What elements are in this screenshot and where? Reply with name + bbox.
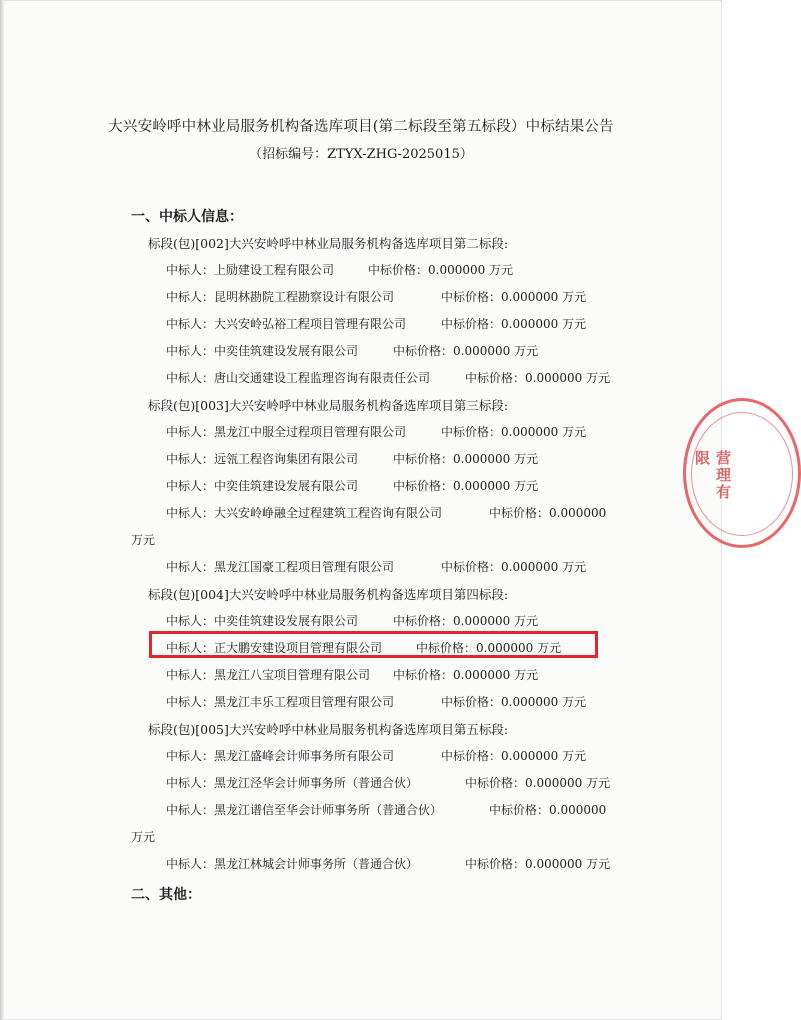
winner-price: 中标价格：0.000000 万元 xyxy=(465,371,611,385)
winner-price: 中标价格：0.000000 万元 xyxy=(441,560,587,574)
winner-price: 中标价格：0.000000 万元 xyxy=(416,641,562,655)
winner-name: 唐山交通建设工程监理咨询有限责任公司 xyxy=(214,371,431,385)
winner-label: 中标人： xyxy=(166,344,215,358)
winner-name: 昆明林勘院工程勘察设计有限公司 xyxy=(214,290,395,304)
winner-name: 大兴安岭峥融全过程建筑工程咨询有限公司 xyxy=(214,506,443,520)
winner-price: 中标价格：0.000000 万元 xyxy=(441,425,587,439)
winner-price: 中标价格：0.000000 万元 xyxy=(393,344,539,358)
winner-price: 中标价格：0.000000 万元 xyxy=(441,695,587,709)
price-unit-wrap: 万元 xyxy=(131,830,156,844)
winner-name: 黑龙江谱信至华会计师事务所（普通合伙） xyxy=(214,803,443,817)
winner-name: 远瓴工程咨询集团有限公司 xyxy=(214,452,359,466)
highlight-box xyxy=(149,631,598,658)
winner-label: 中标人： xyxy=(166,317,215,331)
price-unit-wrap: 万元 xyxy=(131,533,156,547)
segment-005-heading: 标段(包)[005]大兴安岭呼中林业局服务机构备选库项目第五标段: xyxy=(148,722,509,737)
winner-label: 中标人： xyxy=(166,560,215,574)
winner-name: 中奕佳筑建设发展有限公司 xyxy=(214,344,359,358)
winner-label: 中标人： xyxy=(166,614,215,628)
winner-price: 中标价格：0.000000 xyxy=(489,506,607,520)
winner-price: 中标价格：0.000000 万元 xyxy=(441,749,587,763)
winner-name: 黑龙江八宝项目管理有限公司 xyxy=(214,668,371,682)
winner-name: 黑龙江盛峰会计师事务所有限公司 xyxy=(214,749,395,763)
winner-name: 黑龙江丰乐工程项目管理有限公司 xyxy=(214,695,395,709)
winner-name: 正大鹏安建设项目管理有限公司 xyxy=(214,641,383,655)
winner-name: 黑龙江林城会计师事务所（普通合伙） xyxy=(214,857,419,871)
winner-price: 中标价格：0.000000 万元 xyxy=(465,857,611,871)
winner-name: 大兴安岭弘裕工程项目管理有限公司 xyxy=(214,317,407,331)
winner-price: 中标价格：0.000000 xyxy=(489,803,607,817)
winner-label: 中标人： xyxy=(166,749,215,763)
winner-price: 中标价格：0.000000 万元 xyxy=(441,317,587,331)
winner-label: 中标人： xyxy=(166,803,215,817)
winner-name: 黑龙江国豪工程项目管理有限公司 xyxy=(214,560,395,574)
segment-004-heading: 标段(包)[004]大兴安岭呼中林业局服务机构备选库项目第四标段: xyxy=(148,587,509,602)
winner-price: 中标价格：0.000000 万元 xyxy=(393,668,539,682)
winner-name: 黑龙江泾华会计师事务所（普通合伙） xyxy=(214,776,419,790)
tender-number: （招标编号：ZTYX-ZHG-2025015） xyxy=(249,147,473,162)
winner-price: 中标价格：0.000000 万元 xyxy=(393,452,539,466)
winner-name: 上励建设工程有限公司 xyxy=(214,263,335,277)
winner-label: 中标人： xyxy=(166,263,215,277)
winner-label: 中标人： xyxy=(166,290,215,304)
winner-label: 中标人： xyxy=(166,668,215,682)
winner-label: 中标人： xyxy=(166,776,215,790)
winner-name: 中奕佳筑建设发展有限公司 xyxy=(214,614,359,628)
winner-label: 中标人： xyxy=(166,695,215,709)
winner-price: 中标价格：0.000000 万元 xyxy=(368,263,514,277)
winner-price: 中标价格：0.000000 万元 xyxy=(465,776,611,790)
document-title: 大兴安岭呼中林业局服务机构备选库项目(第二标段至第五标段）中标结果公告 xyxy=(108,119,614,135)
winner-price: 中标价格：0.000000 万元 xyxy=(441,290,587,304)
winner-label: 中标人： xyxy=(166,857,215,871)
winner-label: 中标人： xyxy=(166,452,215,466)
winner-label: 中标人： xyxy=(166,371,215,385)
winner-price: 中标价格：0.000000 万元 xyxy=(393,479,539,493)
winner-name: 黑龙江中服全过程项目管理有限公司 xyxy=(214,425,407,439)
official-seal-text: 营理有限 xyxy=(693,450,732,501)
winner-name: 中奕佳筑建设发展有限公司 xyxy=(214,479,359,493)
section-other-heading: 二、其他： xyxy=(131,887,201,903)
segment-003-heading: 标段(包)[003]大兴安岭呼中林业局服务机构备选库项目第三标段: xyxy=(148,398,509,413)
winner-label: 中标人： xyxy=(166,479,215,493)
winner-label: 中标人： xyxy=(166,506,215,520)
segment-002-heading: 标段(包)[002]大兴安岭呼中林业局服务机构备选库项目第二标段: xyxy=(148,236,509,251)
section-winner-info-heading: 一、中标人信息： xyxy=(131,209,243,225)
winner-price: 中标价格：0.000000 万元 xyxy=(393,614,539,628)
winner-label: 中标人： xyxy=(166,641,215,655)
winner-label: 中标人： xyxy=(166,425,215,439)
